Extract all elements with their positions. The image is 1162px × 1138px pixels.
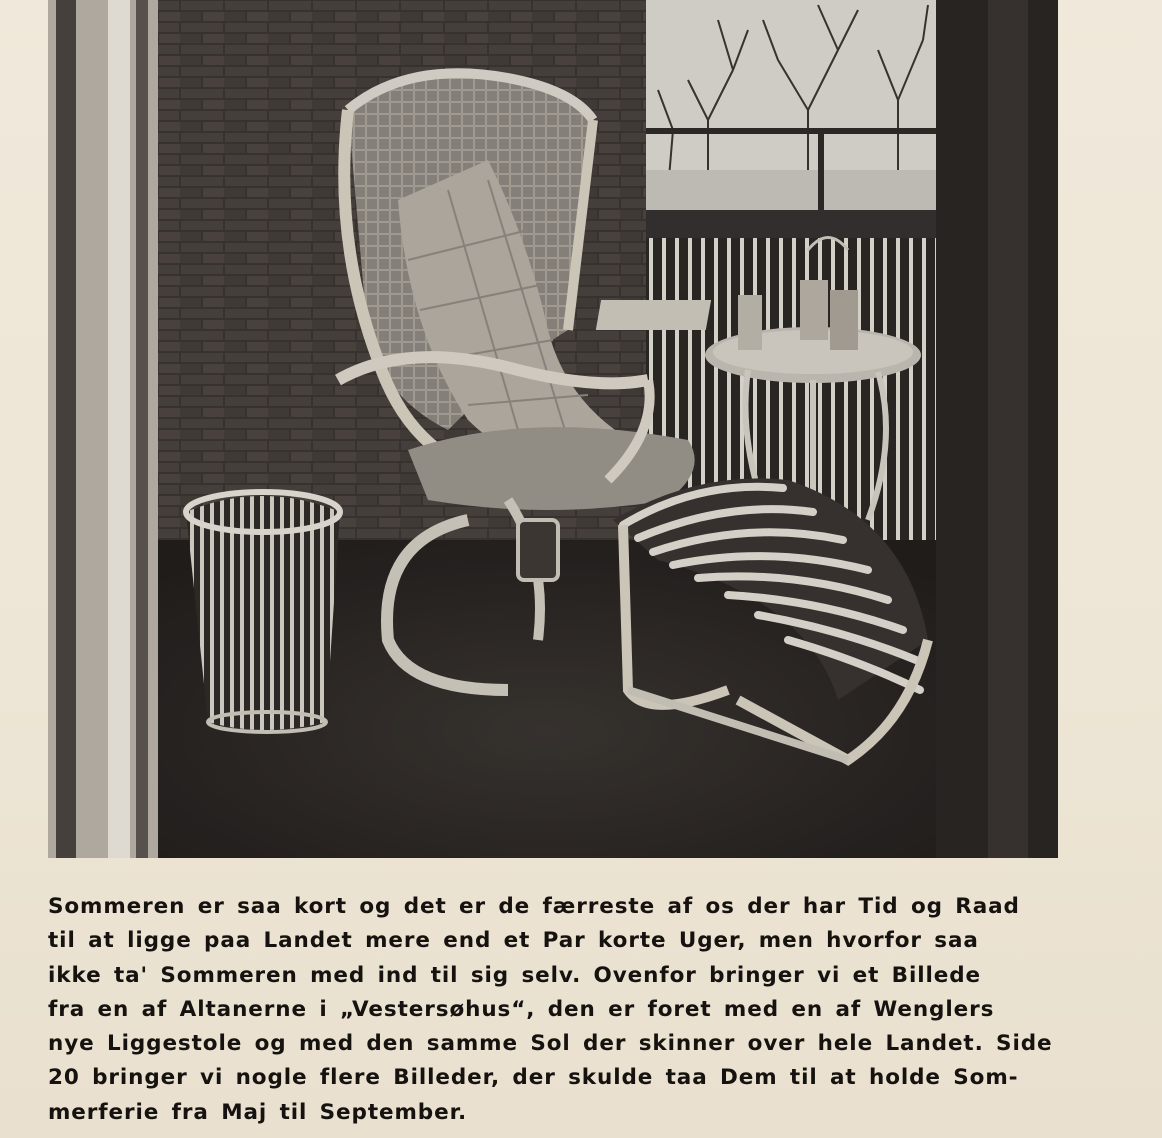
caption-line: 20 bringer vi nogle flere Billeder, der skulde taa Dem til at holde Som- bbox=[48, 1065, 1019, 1091]
balcony-photo bbox=[48, 0, 1058, 858]
caption-line: Sommeren er saa kort og det er de færreste af os der har Tid og Raad bbox=[48, 894, 1020, 919]
caption-line: nye Liggestole og med den samme Sol der skinner over hele Landet. Side bbox=[48, 1031, 1053, 1057]
caption-line: ikke ta' Sommeren med ind til sig selv. Ovenfor bringer vi et Billede bbox=[48, 962, 982, 988]
caption-line: merferie fra Maj til September. bbox=[48, 1099, 468, 1125]
photo-illustration bbox=[48, 0, 1058, 858]
caption-line: til at ligge paa Landet mere end et Par korte Uger, men hvorfor saa bbox=[48, 928, 979, 954]
caption-line: fra en af Altanerne i „Vestersøhus“, den er foret med en af Wenglers bbox=[48, 996, 995, 1022]
photo-caption bbox=[48, 890, 1068, 1130]
